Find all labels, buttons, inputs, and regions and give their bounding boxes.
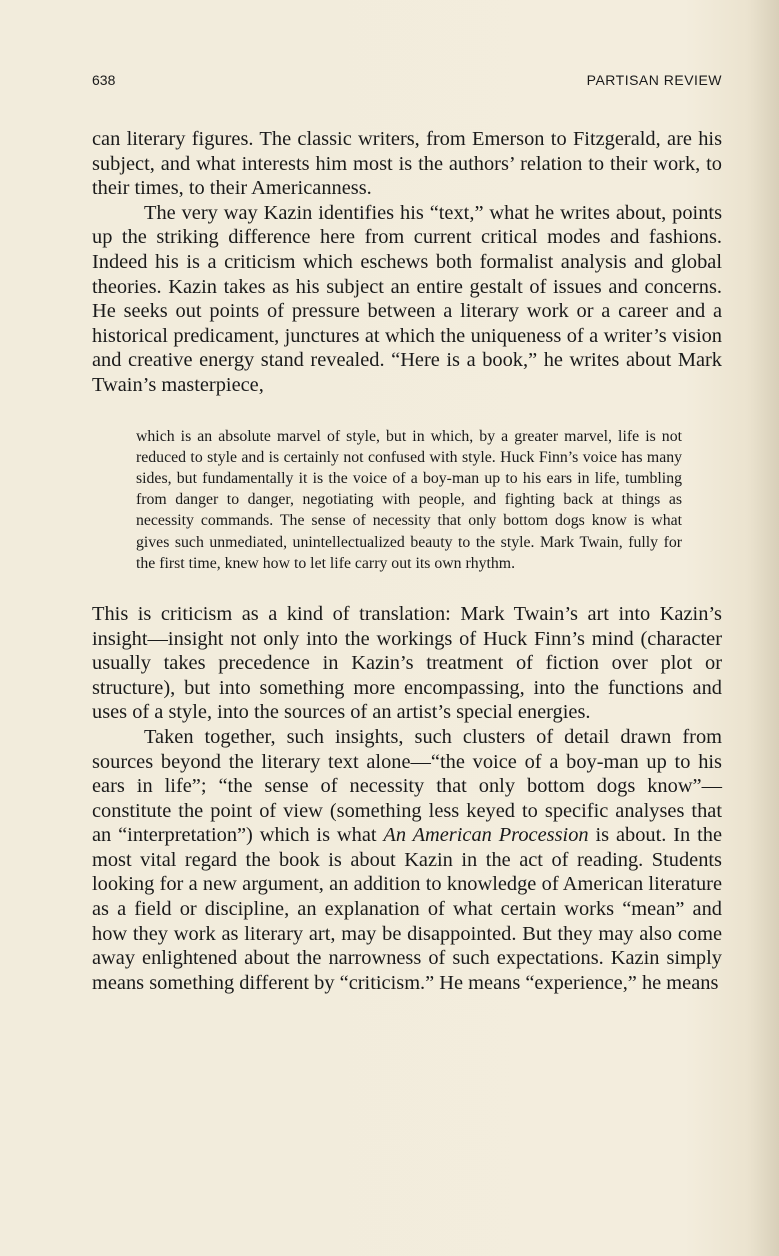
paragraph-4-text-b: is about. In the most vital regard the book is about Kazin in the act of reading. Students looking for a new argument, an addition to knowledge of American literature as a field or discipline, an explanation of what certain works “mean” and how they work as literary art, may be disappointed. But they may also come away enlightened about the narrowness of such expectations. Kazin simply means something different by “criticism.” He means “experience,” he means [92,824,722,994]
running-title: PARTISAN REVIEW [586,72,722,88]
block-quote: which is an absolute marvel of style, but in which, by a greater marvel, life is not reduced to style and is certainly not confused with style. Huck Finn’s voice has many sides, but fundamentally it is the voice of a boy-man up to his ears in life, tumbling from danger to danger, negotiating with people, and fighting back at things as necessity commands. The sense of necessity that only bottom dogs know is what gives such unmediated, unintellectualized beauty to the style. Mark Twain, fully for the first time, knew how to let life carry out its own rhythm. [136,427,682,572]
paragraph-3: This is criticism as a kind of translation: Mark Twain’s art into Kazin’s insight—insight not only into the workings of Huck Finn’s mind (character usually takes precedence in Kazin’s treatment of fiction over plot or structure), but into something more encompassing, into the functions and uses of a style, into the sources of an artist’s special energies. [92,602,722,724]
page-number: 638 [92,72,116,88]
paragraph-1: can literary figures. The classic writers, from Emerson to Fitzgerald, are his subject, and what interests him most is the authors’ relation to their work, to their times, to their Americanness. [92,128,722,200]
paragraph-2: The very way Kazin identifies his “text,” what he writes about, points up the striking difference here from current critical modes and fashions. Indeed his is a criticism which eschews both formalist analysis and global theories. Kazin takes as his subject an entire gestalt of issues and concerns. He seeks out points of pressure between a literary work or a career and a historical predicament, junctures at which the uniqueness of a writer’s vision and creative energy stand revealed. “Here is a book,” he writes about Mark Twain’s masterpiece, [92,201,722,396]
book-title: An American Procession [383,824,589,847]
page-header [92,72,722,94]
paragraph-4-text-a: Taken together, such insights, such clusters of detail drawn from sources beyond the literary text alone—“the voice of a boy-man up to his ears in life”; “the sense of necessity that only bottom dogs know”—constitute the point of view (something less keyed to specific analyses that an “interpretation”) which is what [92,725,722,847]
paragraph-4 [92,725,722,996]
body-text [92,127,722,995]
